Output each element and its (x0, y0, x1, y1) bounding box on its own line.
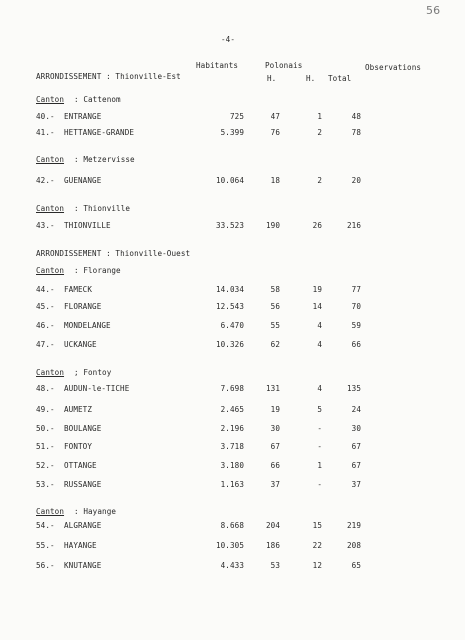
header-total: Total (328, 74, 352, 83)
header-f: H. (306, 74, 316, 83)
habitants-value: 12.543 (215, 302, 244, 311)
row-number: 48.- (36, 384, 55, 393)
row-number: 44.- (36, 285, 55, 294)
polonais-h-value: 47 (270, 112, 280, 121)
commune-name: THIONVILLE (64, 221, 111, 230)
row-number: 42.- (36, 176, 55, 185)
arrondissement-2-title: ARRONDISSEMENT : Thionville-Ouest (36, 249, 191, 258)
canton-name: : Cattenom (74, 95, 121, 104)
canton-label: Canton (36, 368, 65, 377)
row-number: 41.- (36, 128, 55, 137)
commune-name: KNUTANGE (64, 561, 102, 570)
polonais-f-value: 5 (317, 405, 322, 414)
polonais-h-value: 62 (270, 340, 280, 349)
total-value: 37 (351, 480, 361, 489)
polonais-h-value: 131 (265, 384, 280, 393)
commune-name: FLORANGE (64, 302, 102, 311)
commune-name: HETTANGE-GRANDE (64, 128, 135, 137)
row-number: 43.- (36, 221, 55, 230)
total-value: 208 (346, 541, 361, 550)
habitants-value: 3.180 (220, 461, 244, 470)
habitants-value: 5.399 (220, 128, 244, 137)
polonais-h-value: 58 (270, 285, 280, 294)
commune-name: MONDELANGE (64, 321, 111, 330)
habitants-value: 2.465 (220, 405, 244, 414)
total-value: 65 (351, 561, 361, 570)
polonais-h-value: 76 (270, 128, 280, 137)
canton-name: : Florange (74, 266, 121, 275)
polonais-h-value: 66 (270, 461, 280, 470)
row-number: 45.- (36, 302, 55, 311)
habitants-value: 14.034 (215, 285, 244, 294)
total-value: 66 (351, 340, 361, 349)
row-number: 51.- (36, 442, 55, 451)
commune-name: AUMETZ (64, 405, 93, 414)
total-value: 67 (351, 442, 361, 451)
canton-name: : Thionville (74, 204, 131, 213)
header-habitants: Habitants (196, 61, 239, 70)
commune-name: RUSSANGE (64, 480, 102, 489)
handwritten-page-number: 56 (426, 4, 441, 17)
total-value: 24 (351, 405, 361, 414)
row-number: 55.- (36, 541, 55, 550)
row-number: 49.- (36, 405, 55, 414)
canton-label: Canton (36, 95, 65, 104)
polonais-h-value: 190 (265, 221, 280, 230)
total-value: 70 (351, 302, 361, 311)
row-number: 40.- (36, 112, 55, 121)
habitants-value: 1.163 (220, 480, 244, 489)
polonais-f-value: 4 (317, 321, 322, 330)
page-number: -4- (221, 35, 236, 44)
canton-name: : Metzervisse (74, 155, 135, 164)
total-value: 48 (351, 112, 361, 121)
total-value: 77 (351, 285, 361, 294)
habitants-value: 8.668 (220, 521, 244, 530)
polonais-h-value: 19 (270, 405, 280, 414)
polonais-h-value: 55 (270, 321, 280, 330)
habitants-value: 3.718 (220, 442, 244, 451)
commune-name: OTTANGE (64, 461, 97, 470)
total-value: 30 (351, 424, 361, 433)
polonais-h-value: 186 (265, 541, 280, 550)
polonais-f-value: 12 (312, 561, 322, 570)
habitants-value: 7.698 (220, 384, 244, 393)
habitants-value: 10.326 (215, 340, 244, 349)
habitants-value: 4.433 (220, 561, 244, 570)
row-number: 52.- (36, 461, 55, 470)
canton-name: : Hayange (74, 507, 117, 516)
row-number: 50.- (36, 424, 55, 433)
commune-name: FONTOY (64, 442, 93, 451)
commune-name: AUDUN-le-TICHE (64, 384, 130, 393)
polonais-f-value: - (317, 442, 322, 451)
canton-label: Canton (36, 204, 65, 213)
commune-name: ENTRANGE (64, 112, 102, 121)
canton-label: Canton (36, 155, 65, 164)
polonais-f-value: 15 (312, 521, 322, 530)
commune-name: HAYANGE (64, 541, 97, 550)
header-h: H. (267, 74, 277, 83)
polonais-f-value: 1 (317, 461, 322, 470)
polonais-h-value: 67 (270, 442, 280, 451)
habitants-value: 6.470 (220, 321, 244, 330)
polonais-h-value: 18 (270, 176, 280, 185)
polonais-f-value: - (317, 424, 322, 433)
header-polonais: Polonais (265, 61, 303, 70)
row-number: 53.- (36, 480, 55, 489)
commune-name: ALGRANGE (64, 521, 102, 530)
polonais-h-value: 53 (270, 561, 280, 570)
polonais-h-value: 37 (270, 480, 280, 489)
canton-name: ; Fontoy (74, 368, 112, 377)
row-number: 47.- (36, 340, 55, 349)
commune-name: FAMECK (64, 285, 93, 294)
polonais-f-value: 19 (312, 285, 322, 294)
habitants-value: 10.305 (215, 541, 244, 550)
polonais-f-value: 1 (317, 112, 322, 121)
canton-label: Canton (36, 507, 65, 516)
row-number: 54.- (36, 521, 55, 530)
polonais-h-value: 30 (270, 424, 280, 433)
total-value: 135 (346, 384, 361, 393)
polonais-h-value: 56 (270, 302, 280, 311)
polonais-f-value: 4 (317, 340, 322, 349)
habitants-value: 10.064 (215, 176, 244, 185)
commune-name: UCKANGE (64, 340, 97, 349)
total-value: 78 (351, 128, 361, 137)
polonais-f-value: - (317, 480, 322, 489)
polonais-f-value: 2 (317, 176, 322, 185)
habitants-value: 2.196 (220, 424, 244, 433)
header-observations: Observations (365, 63, 422, 72)
canton-label: Canton (36, 266, 65, 275)
total-value: 67 (351, 461, 361, 470)
total-value: 59 (351, 321, 361, 330)
total-value: 219 (346, 521, 361, 530)
total-value: 216 (346, 221, 361, 230)
polonais-f-value: 22 (312, 541, 322, 550)
row-number: 46.- (36, 321, 55, 330)
polonais-f-value: 14 (312, 302, 322, 311)
arrondissement-1-title: ARRONDISSEMENT : Thionville-Est (36, 72, 181, 81)
polonais-f-value: 2 (317, 128, 322, 137)
commune-name: BOULANGE (64, 424, 102, 433)
polonais-h-value: 204 (265, 521, 280, 530)
habitants-value: 725 (229, 112, 244, 121)
row-number: 56.- (36, 561, 55, 570)
habitants-value: 33.523 (215, 221, 244, 230)
polonais-f-value: 26 (312, 221, 322, 230)
polonais-f-value: 4 (317, 384, 322, 393)
total-value: 20 (351, 176, 361, 185)
commune-name: GUENANGE (64, 176, 102, 185)
